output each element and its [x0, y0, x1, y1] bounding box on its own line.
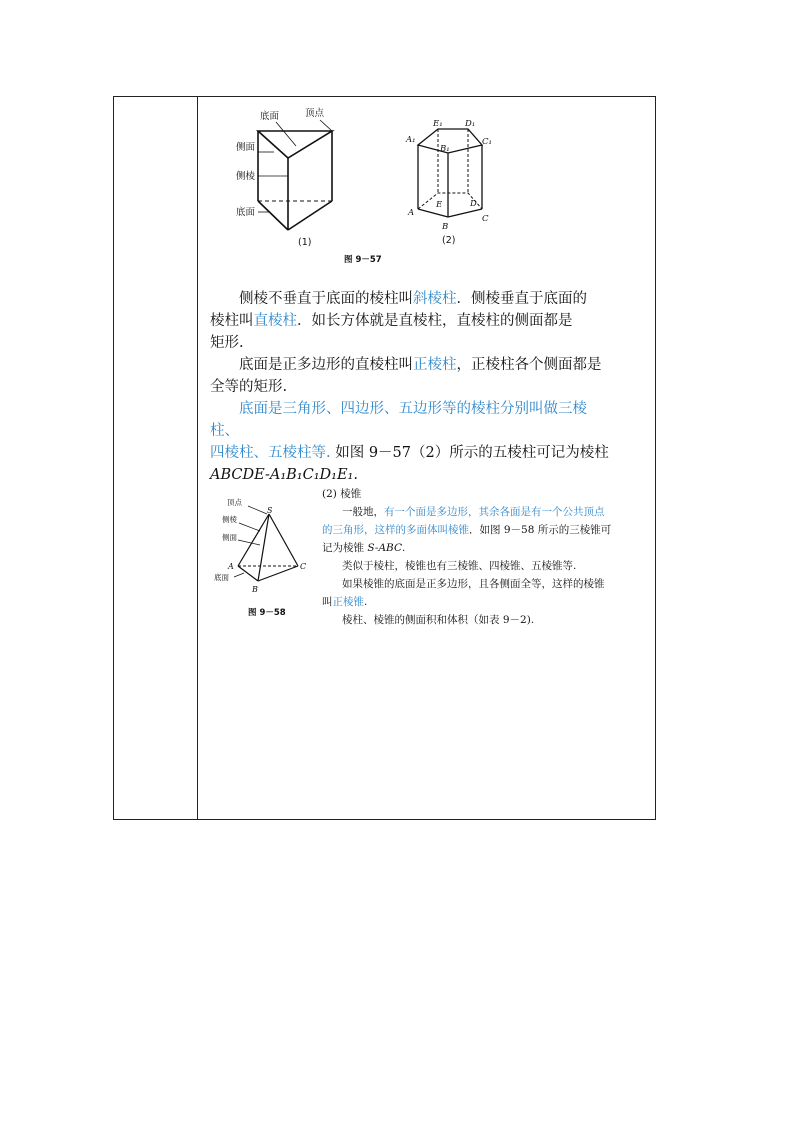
label-A1: A₁	[406, 135, 416, 145]
term-regular-pyramid: 正棱锥	[332, 596, 364, 608]
label-B: B	[252, 585, 258, 594]
label-E: E	[436, 200, 443, 210]
label-base-bottom: 底面	[236, 207, 256, 218]
paragraph-prism-types: 底面是三角形、四边形、五边形等的棱柱分别叫做三棱柱、 四棱柱、五棱柱等. 如图 9－57（2）所示的五棱柱可记为棱柱 ABCDE-A₁B₁C₁D₁E₁.	[210, 401, 609, 483]
paragraph-pyramid-types: 类似于棱柱，棱锥也有三棱锥、四棱锥、五棱锥等.	[342, 560, 577, 572]
label-lateral-face: 侧面	[236, 142, 256, 153]
label-lateral-edge: 侧棱	[236, 171, 256, 182]
label-S: S	[267, 506, 273, 515]
label-base: 底面	[214, 573, 229, 582]
label-lateral-face: 侧面	[222, 533, 237, 542]
figure-9-57-prism-1	[230, 100, 370, 250]
subfigure-label-1: (1)	[298, 237, 312, 248]
prism-notation: ABCDE-A₁B₁C₁D₁E₁	[210, 467, 354, 483]
figure-9-57-caption: 图 9－57	[344, 255, 382, 265]
subfigure-label-2: (2)	[442, 235, 456, 246]
label-D: D	[470, 199, 477, 209]
label-B: B	[442, 222, 449, 232]
label-A: A	[228, 562, 234, 571]
column-divider	[197, 97, 198, 819]
label-B1: B₁	[440, 144, 450, 154]
paragraph-pyramid-definition: 一般地，有一个面是多边形，其余各面是有一个公共顶点 的三角形，这样的多面体叫棱锥．如图 9－58 所示的三棱锥可 记为棱锥 S-ABC.	[322, 506, 612, 554]
term-regular-prism: 正棱柱	[413, 357, 457, 373]
label-vertex: 顶点	[305, 108, 325, 119]
label-base-top: 底面	[260, 111, 280, 122]
paragraph-regular-prism: 底面是正多边形的直棱柱叫正棱柱，正棱柱各个侧面都是 全等的矩形.	[210, 357, 602, 395]
label-C: C	[482, 214, 489, 224]
label-C: C	[300, 562, 307, 571]
figure-9-58-caption: 图 9－58	[248, 608, 286, 618]
label-lateral-edge: 侧棱	[222, 515, 237, 524]
paragraph-oblique-right-prism: 侧棱不垂直于底面的棱柱叫斜棱柱．侧棱垂直于底面的 棱柱叫直棱柱．如长方体就是直棱柱，直棱柱的侧面都是 矩形.	[210, 291, 587, 351]
label-D1: D₁	[465, 119, 476, 129]
label-vertex: 顶点	[227, 498, 242, 507]
figure-9-57-prism-2	[400, 115, 510, 250]
term-pyramid: 的三角形，这样的多面体叫棱锥	[322, 524, 469, 536]
figure-9-58-pyramid	[210, 493, 320, 598]
paragraph-regular-pyramid: 如果棱锥的底面是正多边形，且各侧面全等，这样的棱锥 叫正棱锥.	[322, 578, 605, 608]
pyramid-notation: S-ABC	[367, 542, 402, 554]
term-oblique-prism: 斜棱柱	[413, 291, 457, 307]
label-C1: C₁	[482, 137, 492, 147]
label-E1: E₁	[433, 119, 443, 129]
pyramid-heading: (2) 棱锥	[322, 488, 362, 500]
paragraph-area-volume: 棱柱、棱锥的侧面积和体积（如表 9－2).	[342, 614, 535, 626]
term-right-prism: 直棱柱	[253, 313, 297, 329]
label-A: A	[408, 208, 415, 218]
